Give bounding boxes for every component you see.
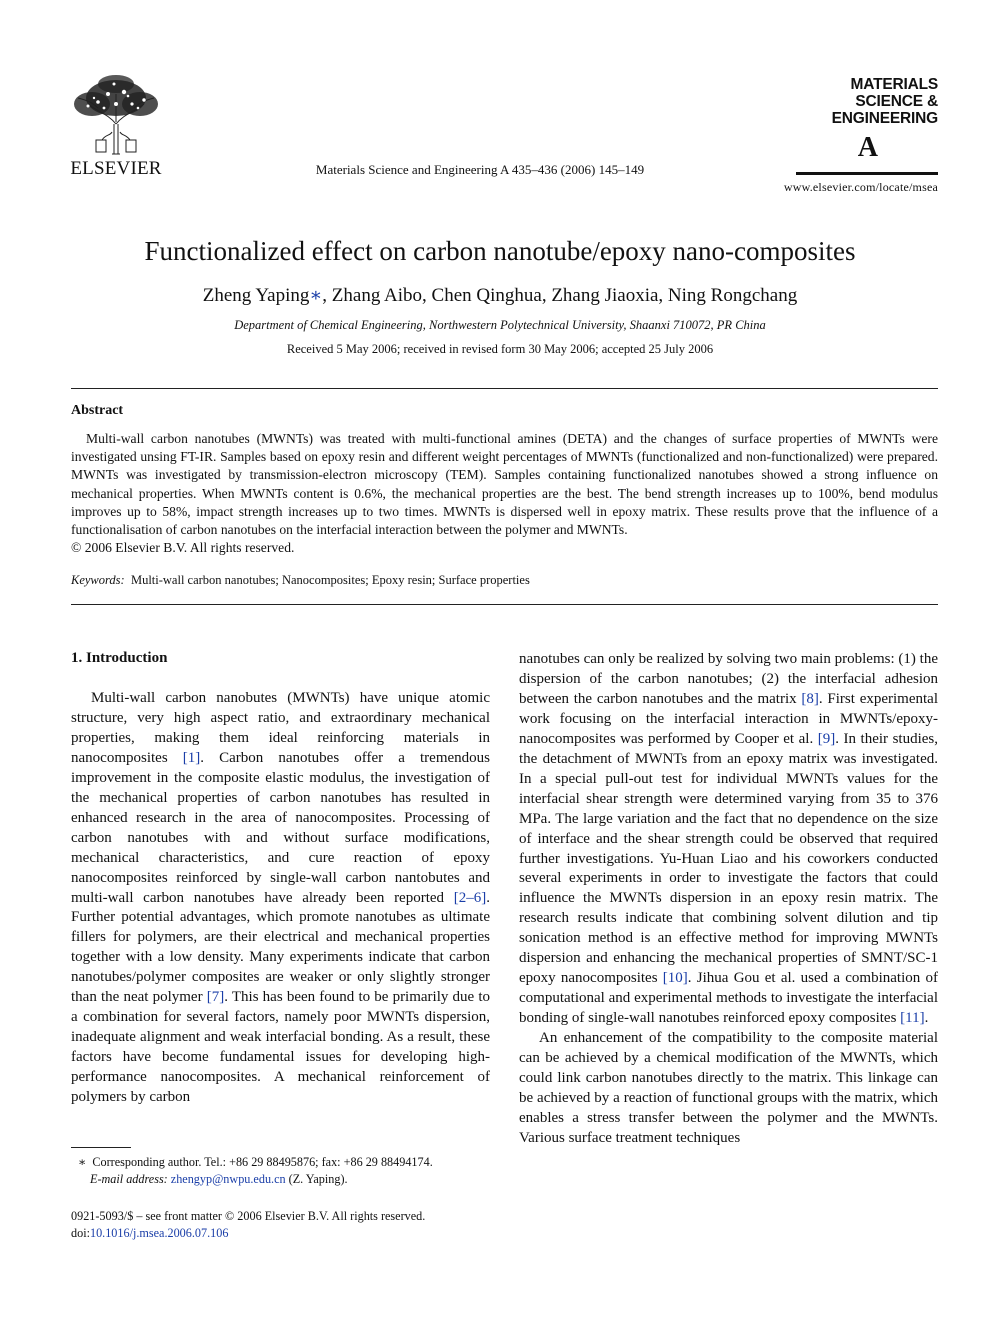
elsevier-tree-icon — [68, 74, 164, 158]
footnote-mark: ∗ — [78, 1155, 87, 1169]
abstract-heading: Abstract — [71, 403, 124, 418]
citation-link[interactable]: [7] — [206, 989, 225, 1006]
abstract-text: Multi-wall carbon nanotubes (MWNTs) was treated with multi-functional amines (DETA) and the changes of surface properties of MWNTs were investigated unsing FT-IR. Samples based on epoxy resin and different weight percentages of MWNTs (functionalized and non-functionalized) were prepared. MWNTs was investigated by transmission-electron microscopy (TEM). Samples containing functionalized nanotubes showed a strong influence on mechanical properties. When MWNTs content is 0.6%, the mechanical properties are the best. The bend strength increases up to 100%, bend modulus improves up to 58%, impact strength increases up to two times. MWNTs is dispersed well in epoxy matrix. These results prove that the influence of a functionalisation of carbon nanotubes on the interfacial interaction between the polymer and MWNTs. — [71, 431, 938, 538]
abstract-body — [71, 430, 938, 557]
author-list — [60, 284, 940, 307]
corresponding-author-mark[interactable]: ∗ — [309, 285, 323, 306]
abstract-copyright: © 2006 Elsevier B.V. All rights reserved. — [71, 540, 295, 556]
front-matter-line: 0921-5093/$ – see front matter © 2006 Elsevier B.V. All rights reserved. — [71, 1209, 426, 1223]
author-rest: , Zhang Aibo, Chen Qinghua, Zhang Jiaoxia, Ning Rongchang — [322, 285, 798, 306]
affiliation: Department of Chemical Engineering, Northwestern Polytechnical University, Shaanxi 710072, PR China — [234, 318, 766, 332]
journal-logo-line-1: MATERIALS — [850, 76, 938, 93]
journal-url[interactable]: www.elsevier.com/locate/msea — [783, 180, 938, 194]
intro-paragraph-2: An enhancement of the compatibility to the composite material can be achieved by a chemical modification of the MWNTs, which could link carbon nanotubes directly to the matrix. This linkage can be achieved by a reaction of functional groups with the matrix, which enables a stress transfer between the polymer and the MWNTs. Various surface treatment techniques — [519, 1030, 938, 1146]
intro-paragraph-continued: nanotubes can only be realized by solving two main problems: (1) the dispersion of the carbon nanotubes; (2) the interfacial adhesion between the carbon nanotubes and the matrix [8]. First experimental work focusing on the interfacial interaction in MWNTs/epoxy-nanocomposites was performed by Cooper et al. [9]. In their studies, the detachment of MWNTs from an epoxy matrix was investigated. In a special pull-out test for individual MWNTs values for the interfacial shear strength were determined varying from 35 to 376 MPa. The large variation and the fact that no dependence on the size of interface and the shear strength could be observed that required further investigations. Yu-Huan Liao and his coworkers conducted several experiments in order to investigate the factors that could influence the MWNTs dispersion in an epoxy resin matrix. The research results indicate that combining solvent dilution and tip sonication method is an effective method for improving MWNTs dispersion and enhancing the mechanical properties of SMNT/SC-1 epoxy nanocomposites [10]. Jihua Gou et al. used a combination of computational and experimental methods to investigate the interfacial bonding of single-wall nanotubes reinforced epoxy composites [11]. — [519, 651, 939, 1027]
article-title: Functionalized effect on carbon nanotube/epoxy nano-composites — [144, 236, 856, 266]
citation-link[interactable]: [1] — [182, 749, 201, 766]
citation-link[interactable]: [2–6] — [453, 889, 487, 906]
footnote-corresponding: Corresponding author. Tel.: +86 29 88495876; fax: +86 29 88494174. — [92, 1155, 433, 1169]
journal-logo-line-2: SCIENCE & — [855, 93, 938, 110]
intro-paragraph-1: Multi-wall carbon nanobutes (MWNTs) have unique atomic structure, very high aspect ratio, and extraordinary mechanical properties, making them ideal reinforcing materials in nanocomposites [1]. Carbon nanotubes offer a tremendous improvement in the composite elastic modulus, the investigation of the mechanical properties of carbon nanotubes has resulted in enhanced research in the area of nanocomposites. Processing of carbon nanotubes with and without surface modifications, mechanical characteristics, and cure reaction of epoxy nanocomposites reinforced by single-wall carbon nantobutes and multi-wall carbon nanotubes have already been reported [2–6]. Further potential advantages, which promote nanotubes as ultimate fillers for polymers, are their electrical and mechanical properties together with a low density. Many experiments indicate that carbon nanotubes/polymer composites are weaker or only slightly stronger than the neat polymer [7]. This has been found to be primarily due to a combination for several factors, namely poor MWNTs dispersion, inadequate alignment and weak interfacial bonding. As a result, these factors have become fundamental issues for developing high-performance nanocomposites. A mechanical reinforcement of polymers by carbon — [71, 690, 491, 1106]
section-heading-introduction: 1. Introduction — [71, 650, 168, 666]
footnote — [78, 1154, 498, 1188]
author-first: Zheng Yaping — [202, 285, 310, 306]
column-left — [71, 689, 490, 1108]
column-right — [519, 650, 938, 1149]
footnote-rule — [71, 1147, 131, 1148]
citation-link[interactable]: [10] — [662, 970, 688, 987]
footnote-email-suffix: (Z. Yaping). — [285, 1172, 348, 1186]
journal-reference: Materials Science and Engineering A 435–436 (2006) 145–149 — [315, 162, 645, 177]
journal-logo-letter: A — [857, 132, 878, 163]
footnote-email-label: E-mail address: — [90, 1172, 168, 1186]
citation-link[interactable]: [11] — [900, 1010, 925, 1027]
divider-top — [71, 388, 938, 389]
front-matter — [71, 1208, 571, 1241]
keywords-list: Multi-wall carbon nanotubes; Nanocomposites; Epoxy resin; Surface properties — [130, 573, 530, 587]
divider-bottom — [71, 604, 938, 605]
doi-label: doi: — [71, 1225, 90, 1240]
article-dates: Received 5 May 2006; received in revised form 30 May 2006; accepted 25 July 2006 — [286, 342, 714, 356]
keywords-label: Keywords: — [71, 573, 125, 587]
journal-logo — [796, 76, 938, 178]
elsevier-logo — [68, 74, 164, 180]
author-email-link[interactable]: zhengyp@nwpu.edu.cn — [170, 1172, 286, 1186]
elsevier-wordmark: ELSEVIER — [70, 158, 162, 179]
journal-logo-bar — [796, 172, 938, 175]
citation-link[interactable]: [8] — [801, 690, 819, 707]
doi-link[interactable]: 10.1016/j.msea.2006.07.106 — [89, 1225, 229, 1240]
journal-logo-line-3: ENGINEERING — [831, 110, 938, 127]
citation-link[interactable]: [9] — [817, 730, 836, 747]
keywords — [71, 573, 938, 588]
